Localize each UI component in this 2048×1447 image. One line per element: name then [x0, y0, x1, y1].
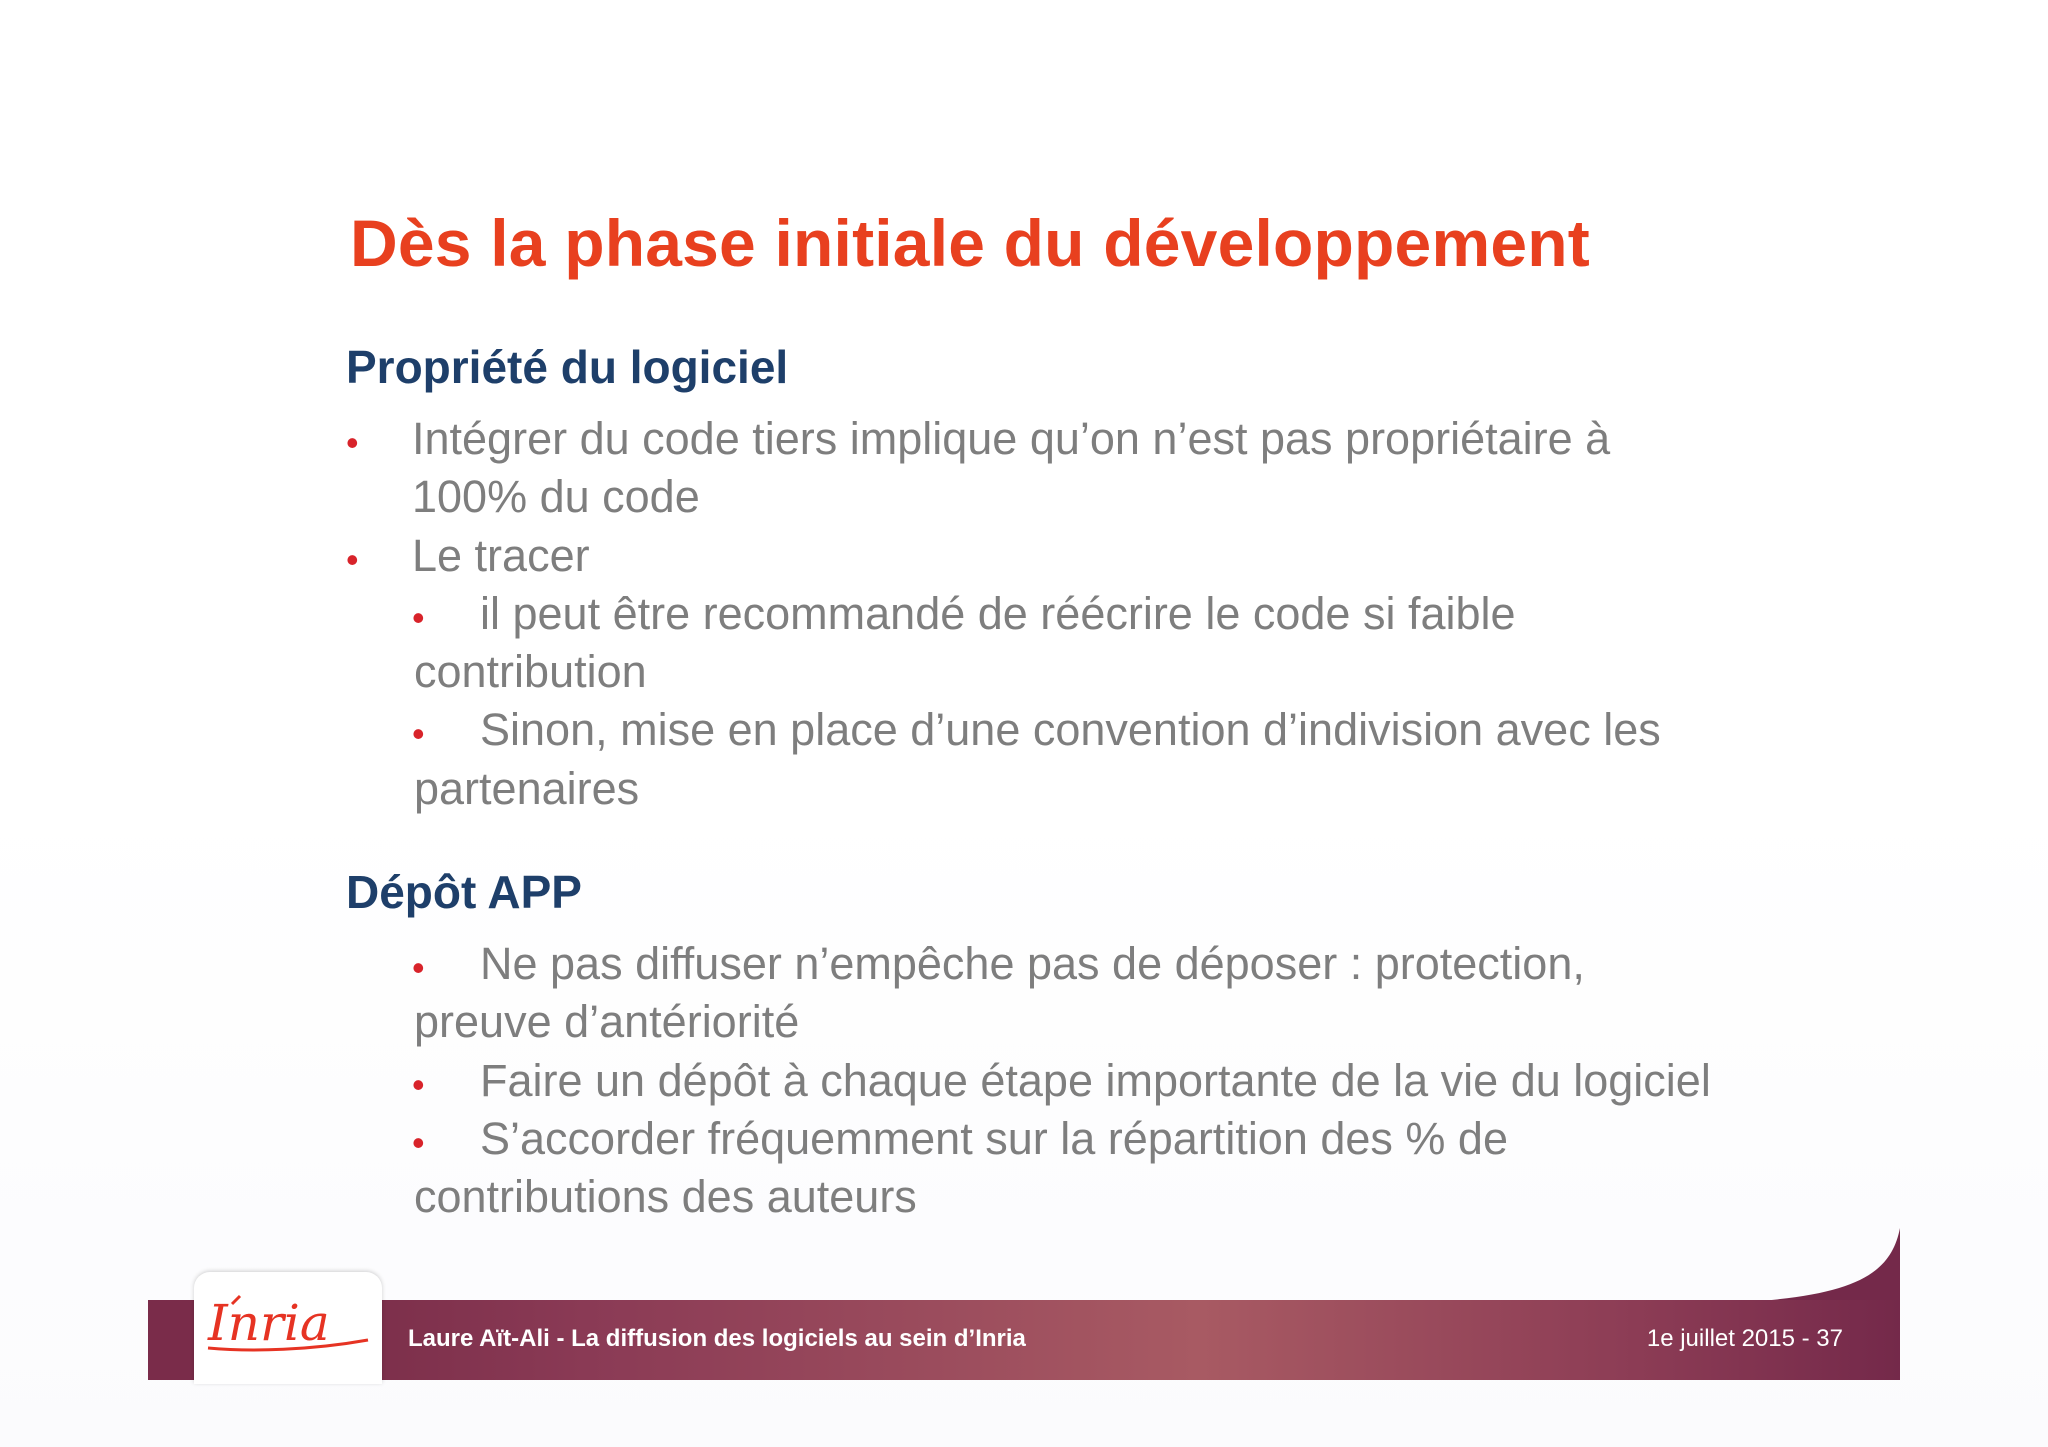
sub-bullet-marker: •: [412, 1122, 425, 1163]
sub-bullet-text: Faire un dépôt à chaque étape importante de la vie du logiciel: [480, 1055, 1711, 1106]
sub-bullet-text: Ne pas diffuser n’empêche pas de déposer : protection,: [480, 938, 1585, 989]
sub-bullet-text-continued: partenaires: [414, 763, 640, 814]
section-heading-depot-app: Dépôt APP: [346, 866, 582, 918]
footer-curve-decoration: [1700, 1228, 1900, 1304]
sub-bullet-marker: •: [412, 597, 425, 638]
inria-logo-card: [194, 1272, 382, 1384]
sub-bullet-marker: •: [412, 947, 425, 988]
bullet-text: Intégrer du code tiers implique qu’on n’est pas propriétaire à: [412, 413, 1611, 464]
bullet-text-continued: 100% du code: [412, 471, 700, 522]
slide-title: Dès la phase initiale du développement: [350, 206, 1590, 280]
sub-bullet-marker: •: [412, 1064, 425, 1105]
inria-logo-text: Inria: [208, 1294, 330, 1352]
inria-logo: [202, 1290, 374, 1370]
bullet-marker: •: [346, 539, 359, 580]
sub-bullet-text: Sinon, mise en place d’une convention d’indivision avec les: [480, 704, 1661, 755]
sub-bullet-text: S’accorder fréquemment sur la répartition des % de: [480, 1113, 1508, 1164]
bullet-marker: •: [346, 422, 359, 463]
sub-bullet-text-continued: contribution: [414, 646, 647, 697]
sub-bullet-marker: •: [412, 713, 425, 754]
footer-presenter-title: Laure Aït-Ali - La diffusion des logiciels au sein d’Inria: [408, 1325, 1026, 1352]
sub-bullet-text-continued: contributions des auteurs: [414, 1171, 917, 1222]
footer-left-block: [148, 1300, 196, 1380]
sub-bullet-text-continued: preuve d’antériorité: [414, 996, 800, 1047]
footer-date-page-number: 1e juillet 2015 - 37: [1646, 1325, 1843, 1352]
bullet-text: Le tracer: [412, 530, 590, 581]
section-heading-propriete: Propriété du logiciel: [346, 341, 789, 393]
sub-bullet-text: il peut être recommandé de réécrire le code si faible: [480, 588, 1516, 639]
